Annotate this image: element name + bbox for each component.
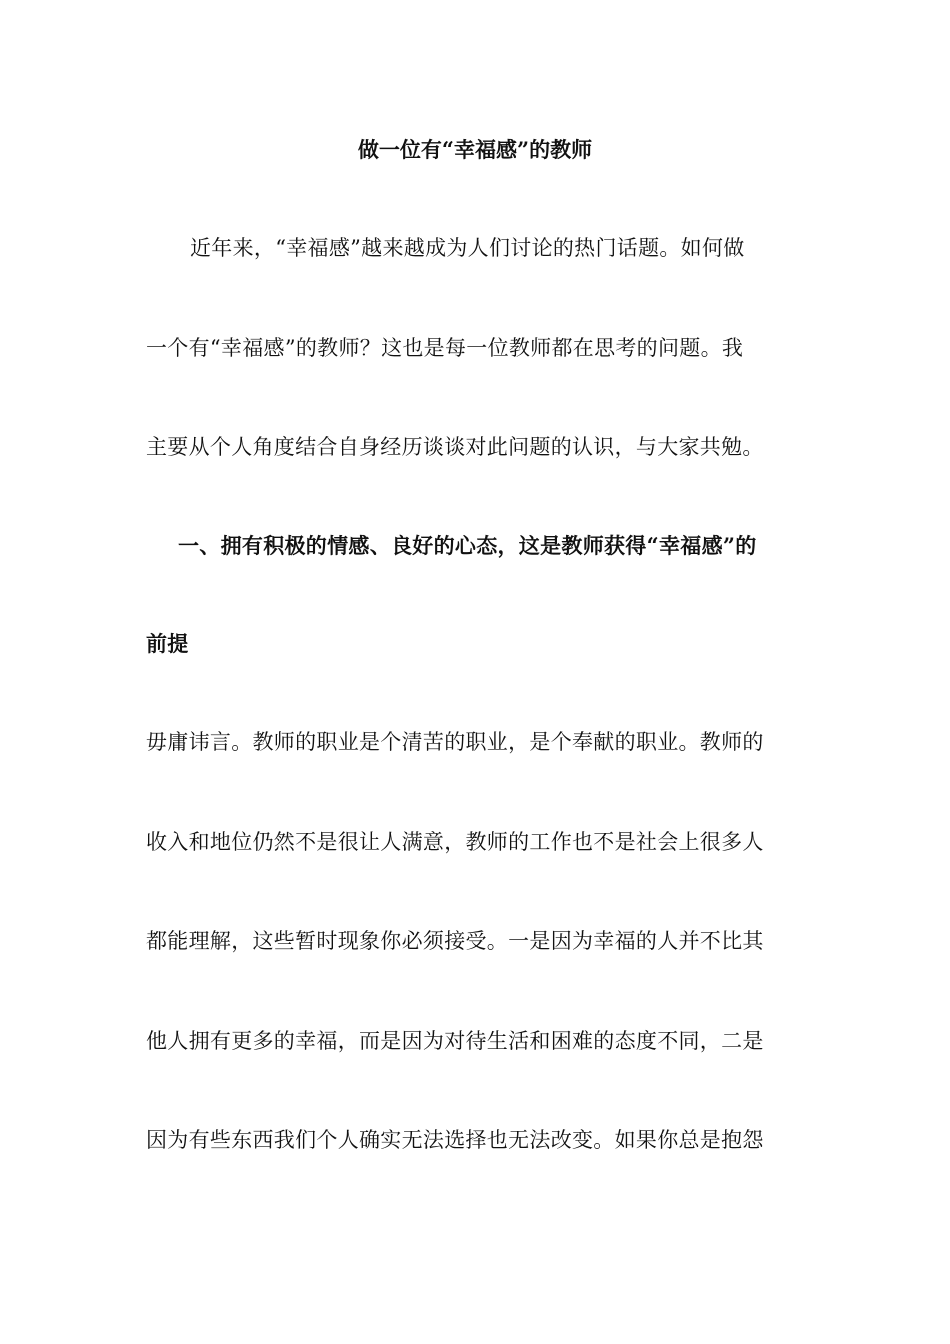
section-heading-line-1: 一、拥有积极的情感、良好的心态，这是教师获得“幸福感”的 [178,533,757,558]
section-heading-line-2: 前提 [146,631,189,656]
body-line-4: 他人拥有更多的幸福，而是因为对待生活和困难的态度不同，二是 [146,1029,764,1053]
body-line-3: 都能理解，这些暂时现象你必须接受。一是因为幸福的人并不比其 [146,929,764,953]
intro-line-1: 近年来，“幸福感”越来越成为人们讨论的热门话题。如何做 [190,236,745,260]
body-line-2: 收入和地位仍然不是很让人满意，教师的工作也不是社会上很多人 [146,830,764,854]
intro-line-3: 主要从个人角度结合自身经历谈谈对此问题的认识，与大家共勉。 [146,435,764,459]
body-line-5: 因为有些东西我们个人确实无法选择也无法改变。如果你总是抱怨 [146,1128,764,1152]
body-line-1: 毋庸讳言。教师的职业是个清苦的职业，是个奉献的职业。教师的 [146,730,764,754]
intro-line-2: 一个有“幸福感”的教师？这也是每一位教师都在思考的问题。我 [146,336,744,360]
document-title: 做一位有“幸福感”的教师 [357,137,593,162]
